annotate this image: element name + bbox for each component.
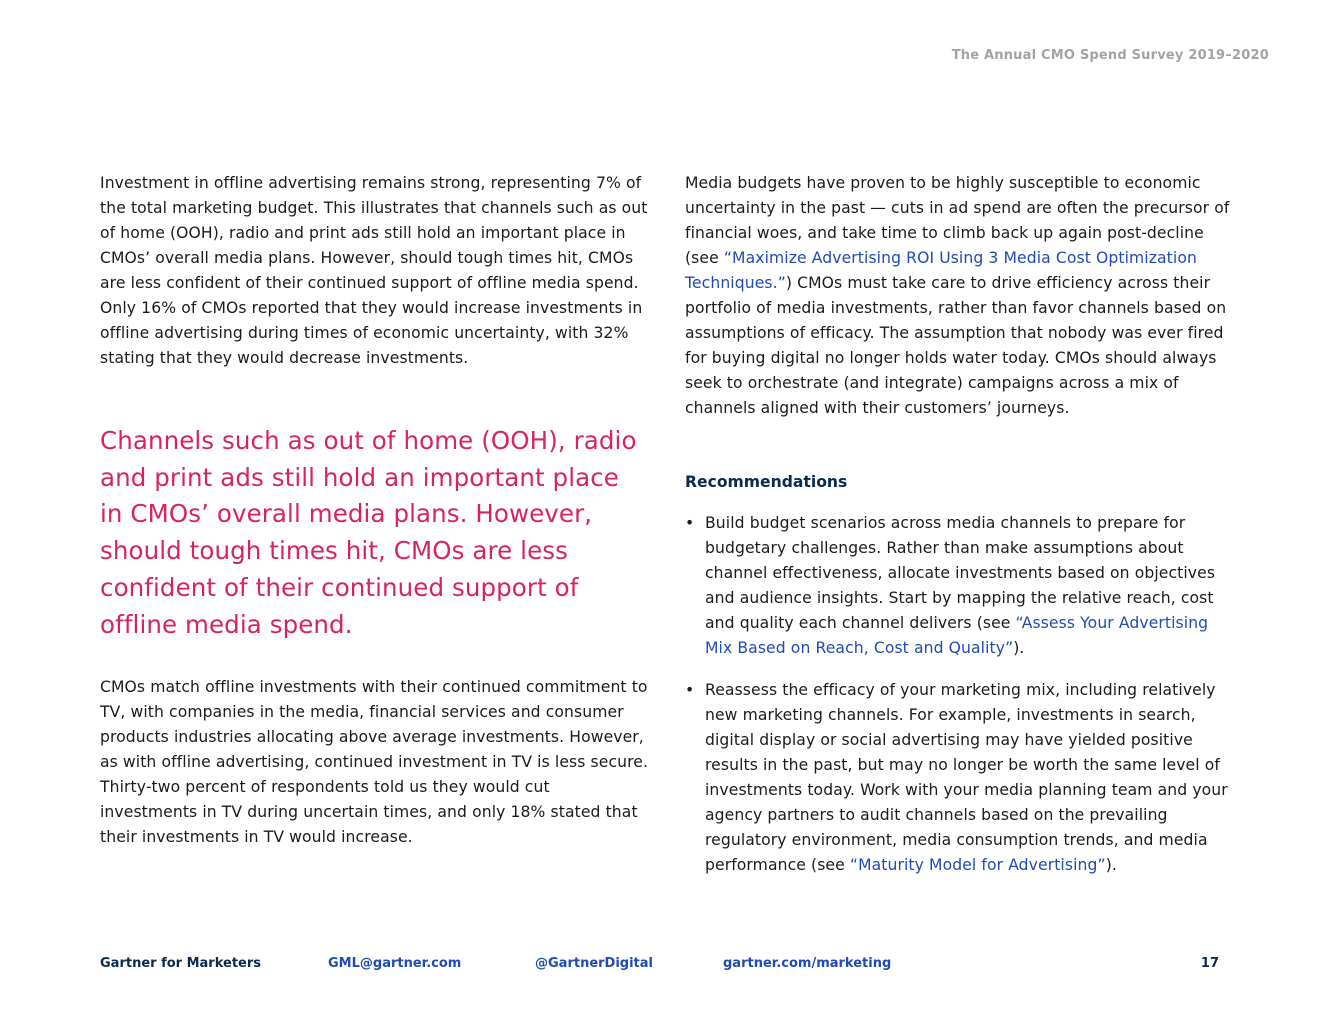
pull-quote-block xyxy=(100,423,648,643)
pull-quote: Channels such as out of home (OOH), radio and print ads still hold an important place in CMOs’ overall media plans. However, should tough times hit, CMOs are less confident of their continued support of offline media spend. xyxy=(100,426,637,639)
bullet-icon: • xyxy=(685,514,695,532)
running-header-title: The Annual CMO Spend Survey 2019–2020 xyxy=(951,48,1269,63)
recommendation-1-text-b: ). xyxy=(1013,639,1025,657)
link-maturity-model-advertising[interactable]: “Maturity Model for Advertising” xyxy=(849,856,1106,874)
link-assess-advertising-mix[interactable]: “Assess Your Advertising Mix Based on Reach, Cost and Quality” xyxy=(705,614,1209,657)
recommendations-heading: Recommendations xyxy=(685,473,848,491)
footer-twitter-link[interactable]: @GartnerDigital xyxy=(535,956,654,971)
footer-website-link[interactable]: gartner.com/marketing xyxy=(723,956,892,971)
footer-email-link[interactable]: GML@gartner.com xyxy=(328,956,462,971)
recommendation-item-1 xyxy=(685,511,1233,661)
left-paragraph-2: CMOs match offline investments with their continued commitment to TV, with companies in the media, financial services and consumer products industries allocating above average investments. However, as with offline advertising, continued investment in TV is less secure. Thirty-two percent of respondents told us they would cut investments in TV during uncertain times, and only 18% stated that their investments in TV would increase. xyxy=(100,678,649,846)
right-paragraph-1-text-a: Media budgets have proven to be highly susceptible to economic uncertainty in the past — cuts in ad spend are often the precursor of financial woes, and take time to climb back up again post-decline (see xyxy=(685,174,1230,267)
left-paragraph-2-block xyxy=(100,675,648,850)
footer-brand: Gartner for Marketers xyxy=(100,956,262,971)
right-column xyxy=(685,171,1233,421)
right-paragraph-1-text-b: ) CMOs must take care to drive efficiency across their portfolio of media investments, rather than favor channels based on assumptions of efficacy. The assumption that nobody was ever fired for buying digital no longer holds water today. CMOs should always seek to orchestrate (and integrate) campaigns across a mix of channels aligned with their customers’ journeys. xyxy=(685,274,1227,417)
recommendation-item-2 xyxy=(685,678,1233,878)
recommendation-2-text-b: ). xyxy=(1105,856,1117,874)
recommendation-1-text-a: Build budget scenarios across media channels to prepare for budgetary challenges. Rather than make assumptions about channel effectiveness, allocate investments based on objectives and audience insights. Start by mapping the relative reach, cost and quality each channel delivers (see xyxy=(705,514,1216,632)
page-number: 17 xyxy=(1200,956,1219,971)
recommendation-2-text-a: Reassess the efficacy of your marketing mix, including relatively new marketing channels. For example, investments in search, digital display or social advertising may have yielded positive results in the past, but may no longer be worth the same level of investments today. Work with your media planning team and your agency partners to audit channels based on the prevailing regulatory environment, media consumption trends, and media performance (see xyxy=(705,681,1228,874)
recommendations-list xyxy=(685,511,1233,878)
link-maximize-advertising-roi[interactable]: “Maximize Advertising ROI Using 3 Media Cost Optimization Techniques.” xyxy=(685,249,1197,292)
left-column xyxy=(100,171,648,371)
right-paragraph-1 xyxy=(685,171,1233,421)
bullet-icon: • xyxy=(685,681,695,699)
left-paragraph-1: Investment in offline advertising remains strong, representing 7% of the total marketing budget. This illustrates that channels such as out of home (OOH), radio and print ads still hold an important place in CMOs’ overall media plans. However, should tough times hit, CMOs are less confident of their continued support of offline media spend. Only 16% of CMOs reported that they would increase investments in offline advertising during times of economic uncertainty, with 32% stating that they would decrease investments. xyxy=(100,174,648,367)
